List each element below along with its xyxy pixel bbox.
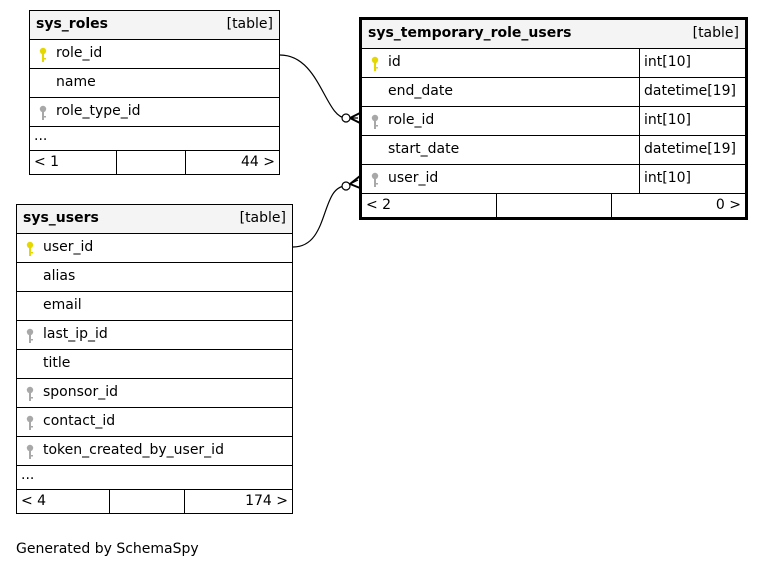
table-sys-users[interactable] bbox=[16, 204, 293, 514]
table-sys-roles[interactable] bbox=[29, 10, 280, 175]
parents-count[interactable]: < 4 bbox=[21, 493, 47, 509]
table-kind: [table] bbox=[226, 16, 273, 32]
column-type: int[10] bbox=[644, 112, 691, 128]
column-row[interactable] bbox=[362, 78, 745, 107]
parents-count[interactable]: < 2 bbox=[366, 197, 392, 213]
column-name: sponsor_id bbox=[43, 384, 119, 400]
table-footer bbox=[362, 194, 745, 217]
column-row[interactable] bbox=[362, 107, 745, 136]
column-row[interactable] bbox=[30, 40, 279, 69]
table-name[interactable]: sys_roles bbox=[36, 16, 108, 32]
table-footer bbox=[17, 490, 292, 513]
primary-key-icon bbox=[370, 56, 380, 72]
table-sys-temporary-role-users[interactable] bbox=[359, 17, 748, 220]
column-name: role_id bbox=[388, 112, 435, 128]
table-header bbox=[30, 11, 279, 40]
foreign-key-icon bbox=[25, 328, 35, 344]
primary-key-icon bbox=[38, 47, 48, 63]
column-name: token_created_by_user_id bbox=[43, 442, 224, 458]
column-type: datetime[19] bbox=[644, 83, 736, 99]
column-row[interactable] bbox=[362, 49, 745, 78]
generator-credit: Generated by SchemaSpy bbox=[16, 541, 199, 557]
column-name: name bbox=[56, 74, 96, 90]
table-name[interactable]: sys_users bbox=[23, 210, 99, 226]
column-row[interactable] bbox=[17, 263, 292, 292]
column-type: int[10] bbox=[644, 170, 691, 186]
foreign-key-icon bbox=[38, 105, 48, 121]
table-header bbox=[362, 20, 745, 49]
foreign-key-icon bbox=[25, 386, 35, 402]
column-name: user_id bbox=[388, 170, 439, 186]
column-row[interactable] bbox=[362, 165, 745, 194]
column-row[interactable] bbox=[30, 69, 279, 98]
foreign-key-icon bbox=[25, 415, 35, 431]
column-name: alias bbox=[43, 268, 76, 284]
column-name: id bbox=[388, 54, 401, 70]
table-footer bbox=[30, 151, 279, 174]
children-count[interactable]: 174 > bbox=[245, 493, 288, 509]
column-name: start_date bbox=[388, 141, 460, 157]
column-type: int[10] bbox=[644, 54, 691, 70]
edge-role-id bbox=[280, 55, 358, 118]
column-row[interactable] bbox=[30, 98, 279, 127]
column-name: end_date bbox=[388, 83, 453, 99]
column-name: role_type_id bbox=[56, 103, 141, 119]
more-columns-ellipsis: ... bbox=[30, 127, 279, 151]
column-name: email bbox=[43, 297, 82, 313]
column-type: datetime[19] bbox=[644, 141, 736, 157]
column-name: last_ip_id bbox=[43, 326, 108, 342]
foreign-key-icon bbox=[370, 114, 380, 130]
edge-user-id bbox=[293, 180, 358, 247]
column-row[interactable] bbox=[17, 321, 292, 350]
table-header bbox=[17, 205, 292, 234]
table-kind: [table] bbox=[692, 25, 739, 41]
foreign-key-icon bbox=[370, 172, 380, 188]
column-row[interactable] bbox=[17, 350, 292, 379]
edge-user-id-zero-marker bbox=[342, 182, 350, 190]
column-row[interactable] bbox=[17, 408, 292, 437]
column-row[interactable] bbox=[17, 292, 292, 321]
children-count[interactable]: 0 > bbox=[715, 197, 741, 213]
column-name: contact_id bbox=[43, 413, 116, 429]
column-row[interactable] bbox=[17, 379, 292, 408]
column-row[interactable] bbox=[362, 136, 745, 165]
column-name: user_id bbox=[43, 239, 94, 255]
column-row[interactable] bbox=[17, 234, 292, 263]
column-name: role_id bbox=[56, 45, 103, 61]
more-columns-ellipsis: ... bbox=[17, 466, 292, 490]
table-name[interactable]: sys_temporary_role_users bbox=[368, 25, 572, 41]
column-name: title bbox=[43, 355, 71, 371]
table-kind: [table] bbox=[239, 210, 286, 226]
parents-count[interactable]: < 1 bbox=[34, 154, 60, 170]
primary-key-icon bbox=[25, 241, 35, 257]
column-row[interactable] bbox=[17, 437, 292, 466]
edge-role-id-zero-marker bbox=[342, 114, 350, 122]
children-count[interactable]: 44 > bbox=[241, 154, 275, 170]
foreign-key-icon bbox=[25, 444, 35, 460]
